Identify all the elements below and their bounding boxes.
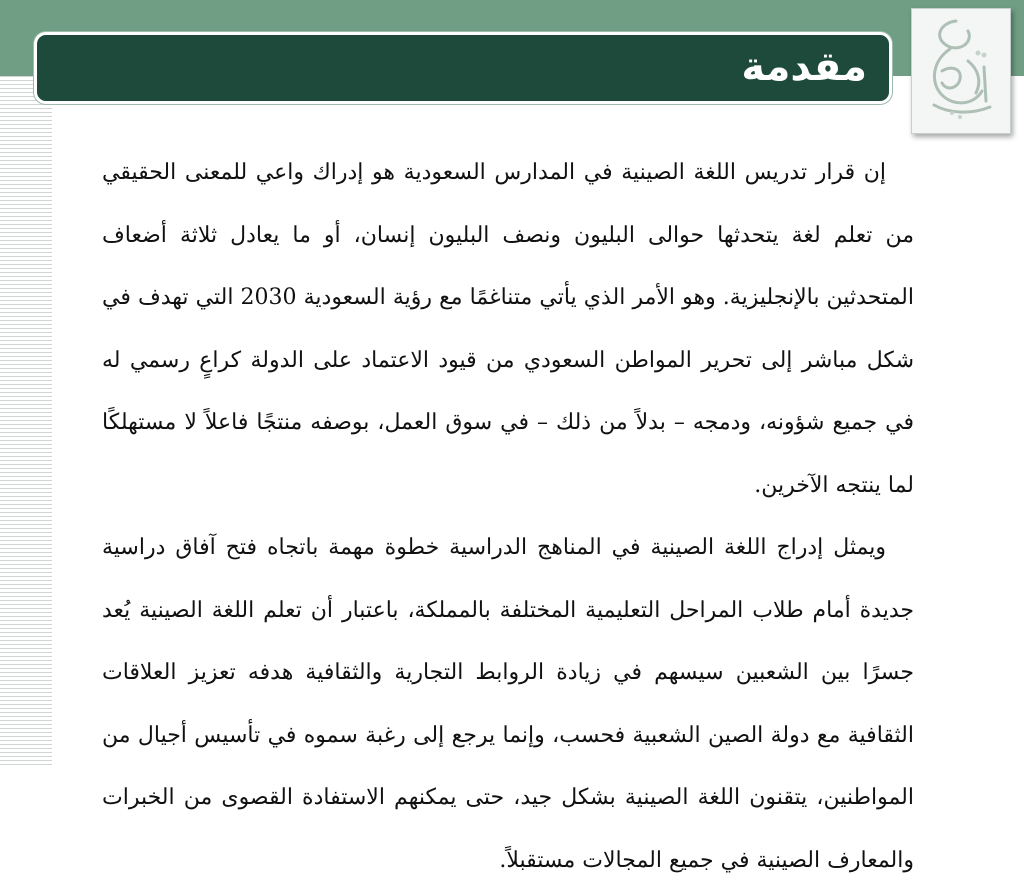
left-stripe-decoration (0, 76, 52, 768)
title-bar (34, 32, 892, 104)
body-text (102, 142, 914, 892)
paragraph-1: إن قرار تدريس اللغة الصينية في المدارس السعودية هو إدراك واعي للمعنى الحقيقي من تعلم لغة يتحدثها حوالى البليون ونصف البليون إنسان، أو ما يعادل ثلاثة أضعاف المتحدثين بالإنجليزية. وهو الأمر الذي يأتي متناغمًا مع رؤية السعودية 2030 التي تهدف في شكل مباشر إلى تحرير المواطن السعودي من قيود الاعتماد على الدولة كراعٍ رسمي له في جميع شؤونه، ودمجه – بدلاً من ذلك – في سوق العمل، بوصفه منتجًا فاعلاً لا مستهلكًا لما ينتجه الآخرين. (102, 160, 914, 498)
calligraphy-logo-icon (912, 9, 1010, 133)
slide-title: مقدمة (741, 44, 867, 90)
paragraph-2: ويمثل إدراج اللغة الصينية في المناهج الدراسية خطوة مهمة باتجاه فتح آفاق دراسية جديدة أمام طلاب المراحل التعليمية المختلفة بالمملكة، باعتبار أن تعلم اللغة الصينية يُعد جسرًا بين الشعبين سيسهم في زيادة الروابط التجارية والثقافية هدفه تعزيز العلاقات الثقافية مع دولة الصين الشعبية فحسب، وإنما يرجع إلى رغبة سموه في تأسيس أجيال من المواطنين، يتقنون اللغة الصينية بشكل جيد، حتى يمكنهم الاستفادة القصوى من الخبرات والمعارف الصينية في جميع المجالات مستقبلاً. (102, 535, 914, 873)
logo (911, 8, 1011, 134)
